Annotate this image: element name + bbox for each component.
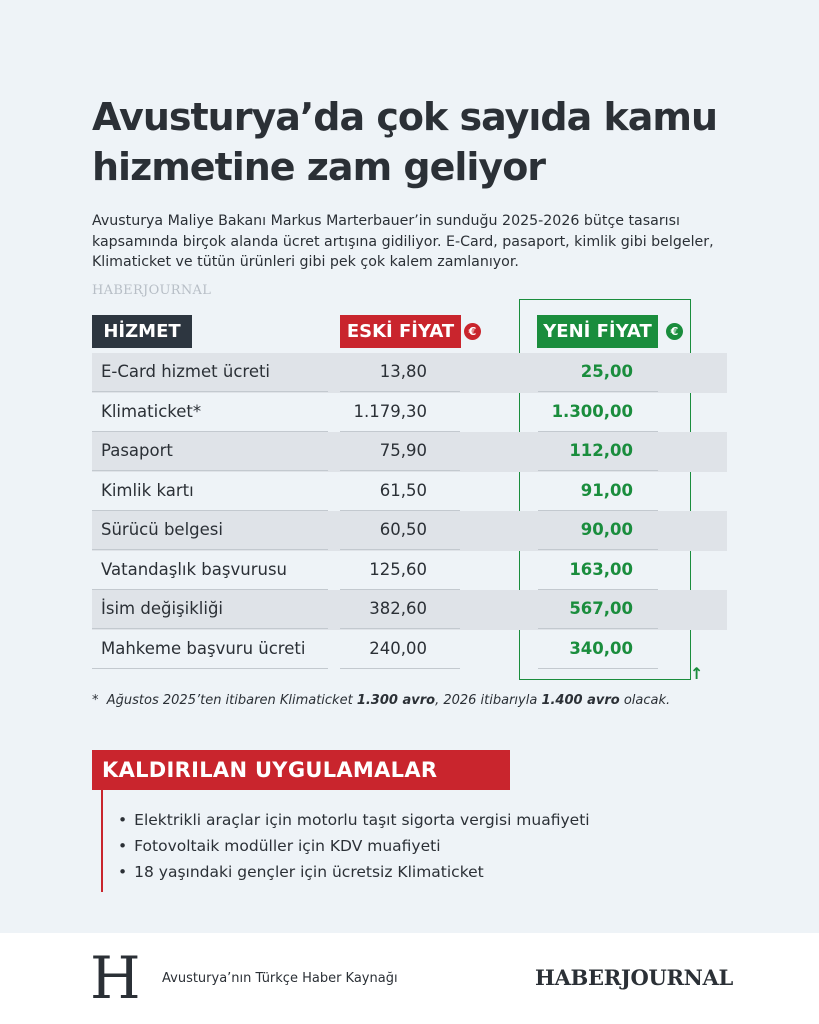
header-old-price: ESKİ FİYAT [340,315,461,348]
new-price: 567,00 [569,599,633,618]
footnote [92,693,742,708]
old-price: 382,60 [369,599,427,618]
table-row [92,630,727,670]
header-service: HİZMET [92,315,192,348]
new-price: 112,00 [569,441,633,460]
footnote-part-2: , 2026 itibarıyla [435,693,542,708]
watermark: HABERJOURNAL [92,283,212,298]
intro-paragraph: Avusturya Maliye Bakanı Markus Marterbauer’in sunduğu 2025-2026 bütçe tasarısı kapsamında birçok alanda ücret artışına gidiliyor. E-Card, pasaport, kimlik gibi belgeler, Klimaticket ve tütün ürünleri gibi pek çok kalem zamlanıyor. [92,213,714,270]
header-new-price: YENİ FİYAT [537,315,658,348]
service-name: Sürücü belgesi [101,520,223,539]
removed-section-title: KALDIRILAN UYGULAMALAR [92,750,510,790]
service-name: Vatandaşlık başvurusu [101,559,288,579]
new-price: 90,00 [580,520,633,539]
old-price: 61,50 [379,480,427,500]
old-price: 13,80 [379,362,427,381]
service-name: Klimaticket* [101,401,202,421]
table-row [92,393,727,433]
row-divider [538,668,658,669]
table-row [92,472,727,512]
service-name: E-Card hizmet ücreti [101,362,271,381]
old-price: 240,00 [369,638,427,658]
service-name: Pasaport [101,441,173,460]
removed-section-bar [101,790,103,892]
list-item: • 18 yaşındaki gençler için ücretsiz Klimaticket [118,859,590,885]
old-price: 60,50 [379,520,427,539]
old-price: 125,60 [369,559,427,579]
list-item: • Fotovoltaik modüller için KDV muafiyeti [118,833,590,859]
footer-brand: HABERJOURNAL [535,965,733,990]
old-price: 75,90 [379,441,427,460]
new-price: 25,00 [580,362,633,381]
footnote-part-3: olacak. [619,693,671,708]
euro-icon: € [464,323,481,340]
removed-list [118,807,590,885]
headline-line-2: hizmetine zam geliyor [92,145,546,189]
row-divider [340,668,460,669]
table-row [92,432,727,472]
service-name: İsim değişikliği [101,599,224,618]
table-row [92,511,727,551]
arrow-up-icon: ↑ [690,664,704,683]
footer-tagline: Avusturya’nın Türkçe Haber Kaynağı [162,971,398,986]
footnote-part-1: Ağustos 2025’ten itibaren Klimaticket [106,693,357,708]
new-price: 1.300,00 [551,401,633,421]
table-row [92,353,727,393]
old-price: 1.179,30 [353,401,427,421]
row-divider [92,668,328,669]
table-row [92,590,727,630]
list-item: • Elektrikli araçlar için motorlu taşıt sigorta vergisi muafiyeti [118,807,590,833]
footer-logo: H [90,944,141,1012]
table-row [92,551,727,591]
footnote-bold-1: 1.300 avro [356,693,436,708]
new-price: 163,00 [569,559,633,579]
euro-icon: € [666,323,683,340]
new-price: 91,00 [580,480,633,500]
footnote-star: * [92,693,99,708]
service-name: Kimlik kartı [101,480,194,500]
headline-line-1: Avusturya’da çok sayıda kamu [92,95,718,139]
headline [92,92,772,192]
footer [0,933,819,1024]
footnote-bold-2: 1.400 avro [541,693,620,708]
service-name: Mahkeme başvuru ücreti [101,638,306,658]
new-price: 340,00 [569,638,633,658]
